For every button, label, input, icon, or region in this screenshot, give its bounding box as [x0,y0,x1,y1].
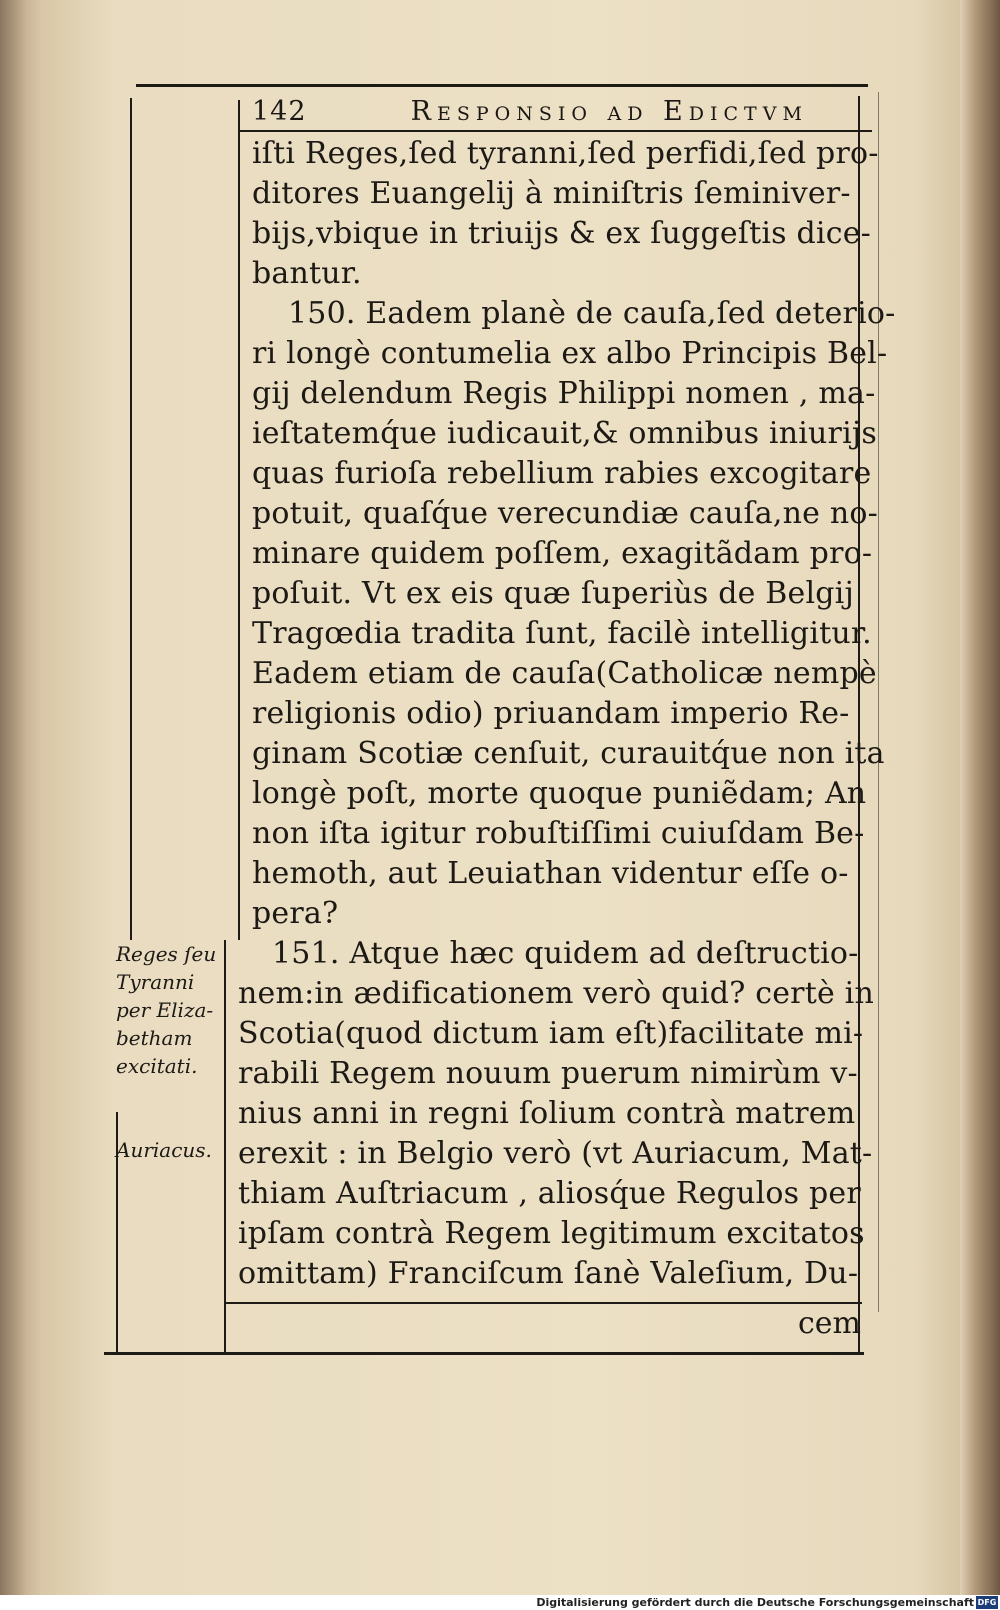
page-header [252,96,872,132]
text-line: bijs,vbique in triuijs & ex ſuggeſtis dice- [252,216,872,251]
text-line: ipſam contrà Regem legitimum excitatos [238,1216,865,1251]
text-line: poſuit. Vt ex eis quæ ſuperiùs de Belgij [252,576,854,611]
text-line: Tragœdia tradita ſunt, facilè intelligitur. [252,616,872,651]
margin-note: betham [116,1026,193,1050]
text-line: potuit, quaſq́ue verecundiæ cauſa,ne no- [252,496,878,531]
text-line: longè poſt, morte quoque puniẽdam; An [252,776,867,811]
text-left-rule-upper [238,100,240,940]
text-line: Scotia(quod dictum iam eſt)facilitate mi- [238,1016,864,1051]
text-line: ditores Euangelij à miniſtris ſeminiver- [252,176,851,211]
margin-note: per Eliza- [116,998,214,1022]
margin-note: Reges ſeu [116,942,217,966]
text-line: iſti Reges,ſed tyranni,ſed perfidi,ſed pro- [252,136,879,171]
catchword: cem [798,1306,862,1341]
text-line: hemoth, aut Leuiathan videntur eſſe o- [252,856,849,891]
text-bottom-rule [226,1302,862,1304]
text-line: Eadem etiam de cauſa(Catholicæ nempè [252,656,877,691]
text-line: 151. Atque hæc quidem ad deſtructio- [272,936,859,971]
margin-note: Tyranni [116,970,195,994]
text-line: rabili Regem nouum puerum nimirùm v- [238,1056,858,1091]
footer-credit: Digitalisierung gefördert durch die Deutsche Forschungsgemeinschaft [536,1596,974,1609]
text-line: bantur. [252,256,362,291]
text-line: religionis odio) priuandam imperio Re- [252,696,850,731]
outer-right-rule [878,92,879,1312]
text-line: erexit : in Belgio verò (vt Auriacum, Mat- [238,1136,873,1171]
margin-note: Auriacus. [116,1138,212,1162]
book-edge-right [958,0,1000,1595]
text-line: nem:in ædificationem verò quid? certè in [238,976,874,1011]
margin-left-rule [130,98,132,940]
text-line: nius anni in regni ſolium contrà matrem [238,1096,856,1131]
text-line: pera? [252,896,339,931]
text-line: gij delendum Regis Philippi nomen , ma- [252,376,876,411]
margin-note: excitati. [116,1054,198,1078]
text-line: ri longè contumelia ex albo Principis Bel- [252,336,888,371]
text-line: ieſtatemq́ue iudicauit,& omnibus iniurijs [252,416,877,451]
dfg-logo-icon: DFG [977,1598,997,1607]
text-line: omittam) Franciſcum ſanè Valeſium, Du- [238,1256,859,1291]
top-rule [136,84,868,87]
text-line: minare quidem poſſem, exagitãdam pro- [252,536,873,571]
text-line: quas furioſa rebellium rabies excogitare [252,456,872,491]
page-number: 142 [252,96,307,127]
text-line: ginam Scotiæ cenſuit, curauitq́ue non ita [252,736,885,771]
text-line: thiam Auſtriacum , aliosq́ue Regulos per [238,1176,861,1211]
bottom-rule [104,1352,864,1355]
running-head: Responsio ad Edictvm [410,96,808,127]
text-line: 150. Eadem planè de cauſa,ſed deterio- [288,296,896,331]
text-left-rule-lower [224,940,226,1352]
footer-strip [0,1595,1000,1610]
text-line: non iſta igitur robuſtiſſimi cuiuſdam Be- [252,816,865,851]
